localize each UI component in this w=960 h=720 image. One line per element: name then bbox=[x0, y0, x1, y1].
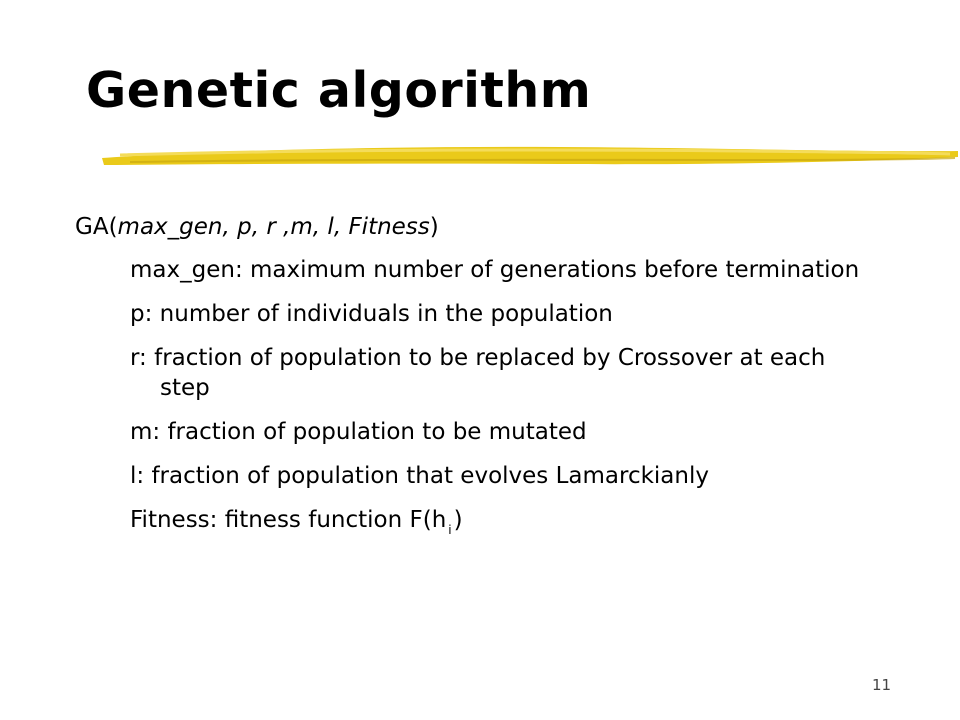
function-arguments: max_gen, p, r ,m, l, Fitness bbox=[117, 214, 430, 240]
fitness-subscript: i bbox=[448, 523, 452, 537]
open-paren: ( bbox=[108, 214, 118, 240]
fitness-text: Fitness: fitness function F(h bbox=[130, 507, 447, 533]
param-l: l: fraction of population that evolves Lamarckianly bbox=[130, 463, 709, 489]
title-underline-brushstroke bbox=[100, 138, 960, 172]
parameter-list bbox=[75, 255, 895, 538]
slide-body bbox=[75, 212, 895, 552]
function-name: GA bbox=[75, 214, 109, 240]
function-signature bbox=[75, 212, 895, 242]
param-p: p: number of individuals in the population bbox=[130, 301, 613, 327]
page-number: 11 bbox=[872, 676, 892, 694]
param-r: r: fraction of population to be replaced by Crossover at each step bbox=[130, 345, 826, 401]
fitness-close-paren: ) bbox=[453, 507, 463, 533]
param-fitness bbox=[130, 505, 880, 538]
param-m: m: fraction of population to be mutated bbox=[130, 419, 587, 445]
slide-title: Genetic algorithm bbox=[86, 62, 592, 119]
close-paren: ) bbox=[429, 214, 439, 240]
param-max-gen: max_gen: maximum number of generations before termination bbox=[130, 257, 860, 283]
